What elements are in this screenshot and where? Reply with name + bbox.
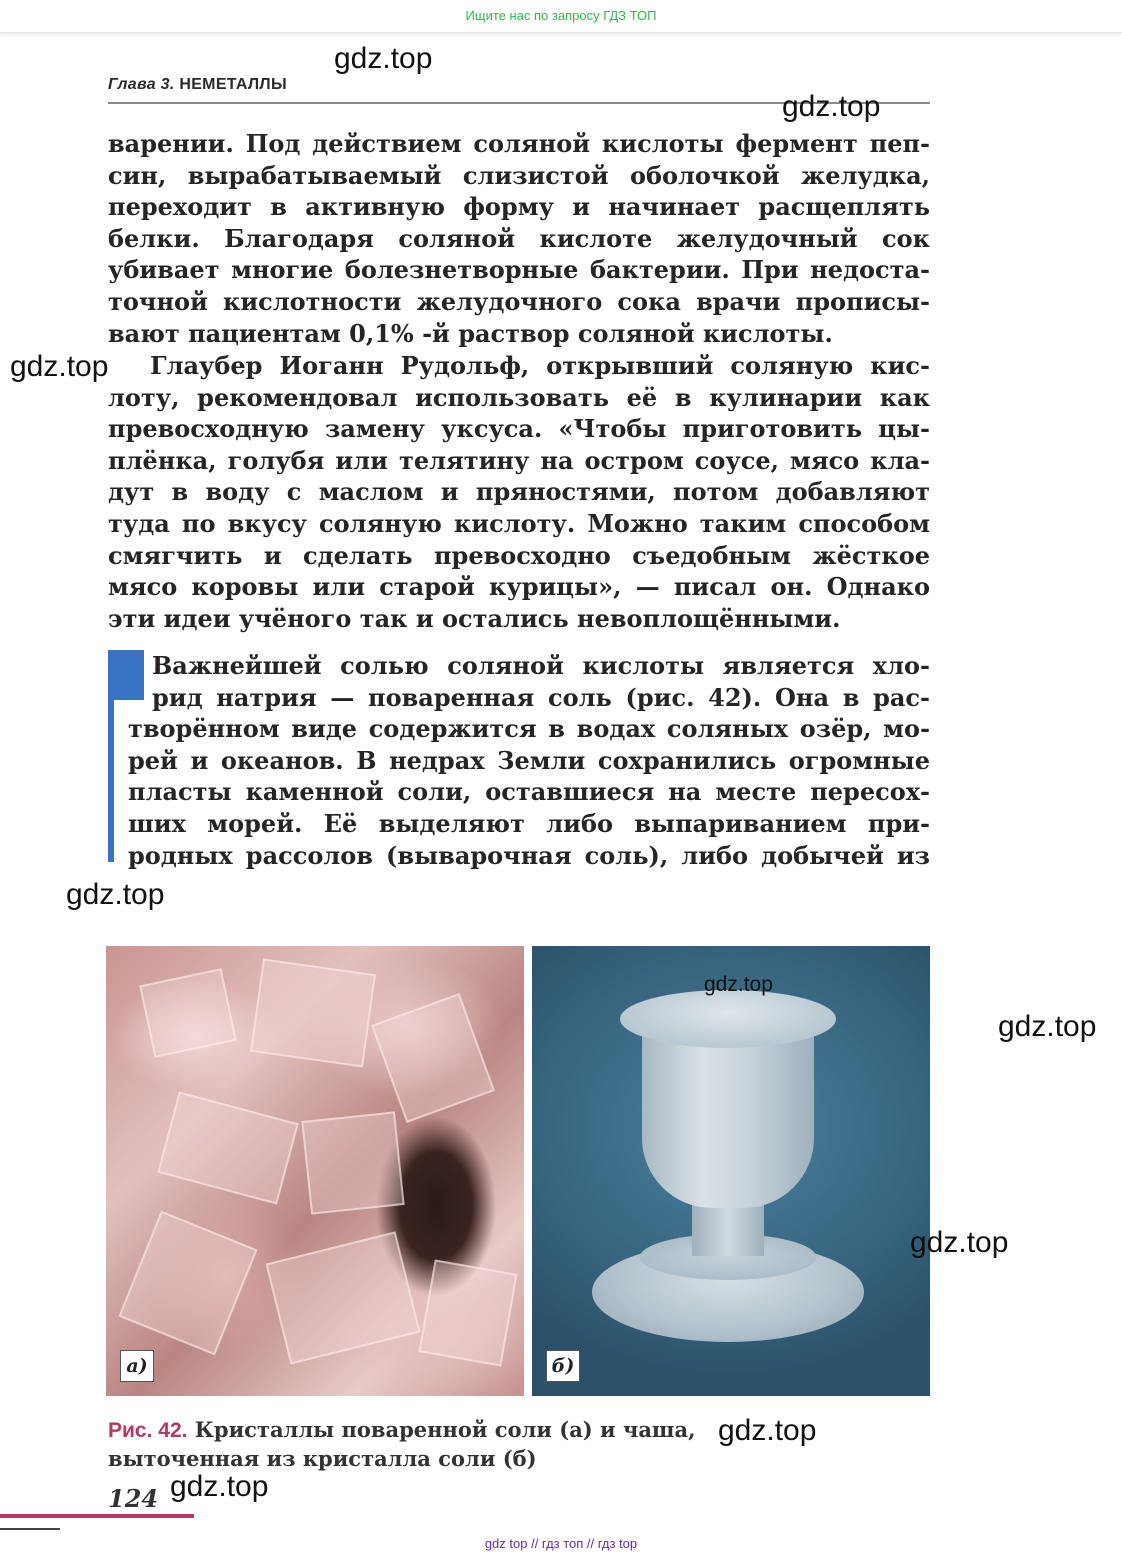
watermark: gdz.top <box>704 973 773 996</box>
crystal-shape <box>418 1259 517 1366</box>
text-line: варении. Под действием соляной кислоты фермент пеп- <box>108 129 930 158</box>
text-line: Глаубер Иоганн Рудольф, открывший соляную кис- <box>150 351 930 380</box>
text-line: лоту, рекомендовал использовать её в кулинарии как <box>108 382 930 412</box>
watermark: gdz.top <box>334 42 433 75</box>
caption-text: выточенная из кристалла соли (б) <box>108 1446 537 1471</box>
text-line: мясо коровы или старой курицы», — писал он. Однако <box>108 572 930 602</box>
page-number-rule <box>0 1514 194 1518</box>
search-hint-link[interactable]: Ищите нас по запросу ГДЗ ТОП <box>465 8 657 23</box>
text-line: вают пациентам 0,1% -й раствор соляной кислоты. <box>108 318 833 348</box>
photo-label-a: а) <box>120 1350 154 1382</box>
watermark: gdz.top <box>10 350 109 383</box>
figure-caption <box>108 1416 728 1473</box>
top-banner <box>0 0 1122 33</box>
text-line: дут в воду с маслом и пряностями, потом добавляют <box>108 477 930 507</box>
text-line: смягчить и сделать превосходно съедобным жёсткое <box>108 540 930 570</box>
text-line: творённом виде содержится в водах соляных озёр, мо- <box>128 714 930 744</box>
text-line: туда по вкусу соляную кислоту. Можно таким способом <box>108 508 930 538</box>
paragraph-digestion <box>108 128 930 349</box>
figure-number: Рис. 42. <box>108 1419 188 1442</box>
watermark: gdz.top <box>170 1470 269 1503</box>
text-line: плёнка, голубя или телятину на остром соусе, мясо кла- <box>108 445 930 475</box>
paragraph-sodium-chloride <box>128 650 930 871</box>
caption-text: Кристаллы поваренной соли (а) и чаша, <box>194 1417 696 1442</box>
footer-links[interactable]: gdz top // гдз топ // гдз top <box>484 1536 638 1551</box>
photo-label-b: б) <box>546 1350 580 1382</box>
text-line: Важнейшей солью соляной кислоты является хло- <box>152 651 930 680</box>
cup-rim <box>620 990 836 1048</box>
salt-cup-photo <box>532 946 930 1396</box>
chapter-number: Глава 3. <box>108 76 175 93</box>
crystal-shape <box>157 1091 299 1204</box>
crystal-shape <box>301 1111 404 1214</box>
text-line: переходит в активную форму и начинает расщеплять <box>108 192 930 222</box>
watermark: gdz.top <box>998 1010 1097 1043</box>
text-line: убивает многие болезнетворные бактерии. При недоста- <box>108 255 930 285</box>
crystal-shape <box>265 1231 420 1364</box>
watermark: gdz.top <box>782 90 881 123</box>
watermark: gdz.top <box>66 878 165 911</box>
text-line: белки. Благодаря соляной кислоте желудочный сок <box>108 223 930 253</box>
text-line: точной кислотности желудочного сока врачи прописы- <box>108 286 930 316</box>
text-line: эти идеи учёного так и остались невоплощёнными. <box>108 603 841 633</box>
crystal-shape <box>371 993 495 1123</box>
crystal-shape <box>118 1211 257 1356</box>
text-line: родных рассолов (выварочная соль), либо добычей из <box>128 840 930 870</box>
crystal-shape <box>250 959 376 1068</box>
watermark: gdz.top <box>910 1226 1009 1259</box>
paragraph-glauber <box>108 350 930 634</box>
chapter-title: НЕМЕТАЛЛЫ <box>179 76 287 93</box>
text-line: ших морей. Её выделяют либо выпариванием при- <box>128 808 930 838</box>
page-number: 124 <box>108 1484 159 1513</box>
text-line: рид натрия — поваренная соль (рис. 42). Она в рас- <box>152 682 930 712</box>
text-line: син, вырабатываемый слизистой оболочкой желудка, <box>108 160 930 190</box>
text-line: пласты каменной соли, оставшиеся на месте пересох- <box>128 777 930 807</box>
text-line: рей и океанов. В недрах Земли сохранились огромные <box>128 745 930 775</box>
salt-crystals-photo <box>106 946 524 1396</box>
watermark: gdz.top <box>718 1414 817 1447</box>
text-line: превосходную замену уксуса. «Чтобы приготовить цы- <box>108 414 930 444</box>
page-number-rule-thin <box>0 1528 60 1530</box>
crystal-shape <box>139 968 237 1058</box>
